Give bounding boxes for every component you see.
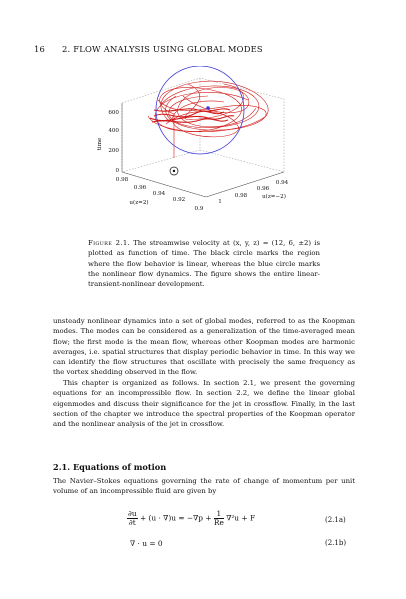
equation-momentum [127,510,255,527]
y-axis-label: time [97,137,103,151]
figure-label: Figure 2.1. [88,239,130,247]
partial-derivative-fraction: $\frac{\partial u}{\partial t}$ [128,509,137,527]
paragraph: unsteady nonlinear dynamics into a set of global modes, referred to as the Koopman modes. The modes can be considered as a generalization of the time-averaged mean flow; the first mode is the mean flow, whereas other Koopman modes are harmonic averages, i.e. spatial structures that display periodic behavior in time. In this way we can identify the flow structures that oscillate with precisely the same frequency as the vortex shedding observed in the flow. [53,317,355,377]
equation-tail: ∇²u + F [226,513,256,523]
caption-text: The streamwise velocity at (x, y, z) = (12, 6, ±2) is plotted as function of time. The black circle marks the region where the flow behavior is linear, whereas the blue circle marks the nonlinear flow dynamics. The figure shows the entire linear-transient-nonlinear development. [88,239,320,289]
section-heading: 2.1. Equations of motion [53,462,167,472]
y-tick-label: 0 [115,168,119,174]
equation-number: (2.1b) [325,539,347,547]
page-number: 16 [34,44,46,54]
left-axis-tick-label: 0.9 [194,206,204,212]
linear-region-black-circle [170,167,178,175]
trajectory-core [150,109,234,122]
right-axis-label: u(z=−2) [262,194,286,200]
left-axis-tick-label: 0.94 [152,191,166,197]
y-tick-label: 400 [108,128,119,134]
running-head [34,44,263,54]
equation-middle: + (u · ∇)u = −∇p + [139,513,212,523]
blue-circle-marker [206,106,210,110]
left-axis-tick-label: 0.96 [133,185,147,191]
left-axis-label: u(z=2) [129,200,149,206]
paragraph: This chapter is organized as follows. In section 2.1, we present the governing equations for an incompressible flow. In section 2.2, we define the linear global eigenmodes and discuss their significance for the jet in crossflow. Finally, in the last section of the chapter we introduce the spectral properties of the Koopman operator and the nonlinear analysis of the jet in crossflow. [53,379,355,429]
y-tick-label: 200 [108,148,119,154]
right-axis-tick-label: 0.98 [234,193,248,199]
left-axis-tick-label: 0.98 [115,177,129,183]
section-intro-paragraph: The Navier–Stokes equations governing the rate of change of momentum per unit volume of an incompressible fluid are given by [53,477,355,496]
figure-3d-trajectory-plot [88,66,318,228]
right-axis-tick-label: 0.96 [256,186,270,192]
equation-number: (2.1a) [325,516,346,524]
chapter-title: 2. FLOW ANALYSIS USING GLOBAL MODES [61,44,263,54]
reynolds-fraction: $\frac{1}{Re}$ [213,509,224,527]
equation-continuity: ∇ · u = 0 [130,539,163,548]
left-axis-tick-label: 0.92 [172,197,186,203]
y-tick-label: 600 [108,110,119,116]
figure-caption [88,238,320,289]
right-axis-tick-label: 0.94 [275,180,289,186]
right-axis-tick-label: 1 [218,199,222,205]
